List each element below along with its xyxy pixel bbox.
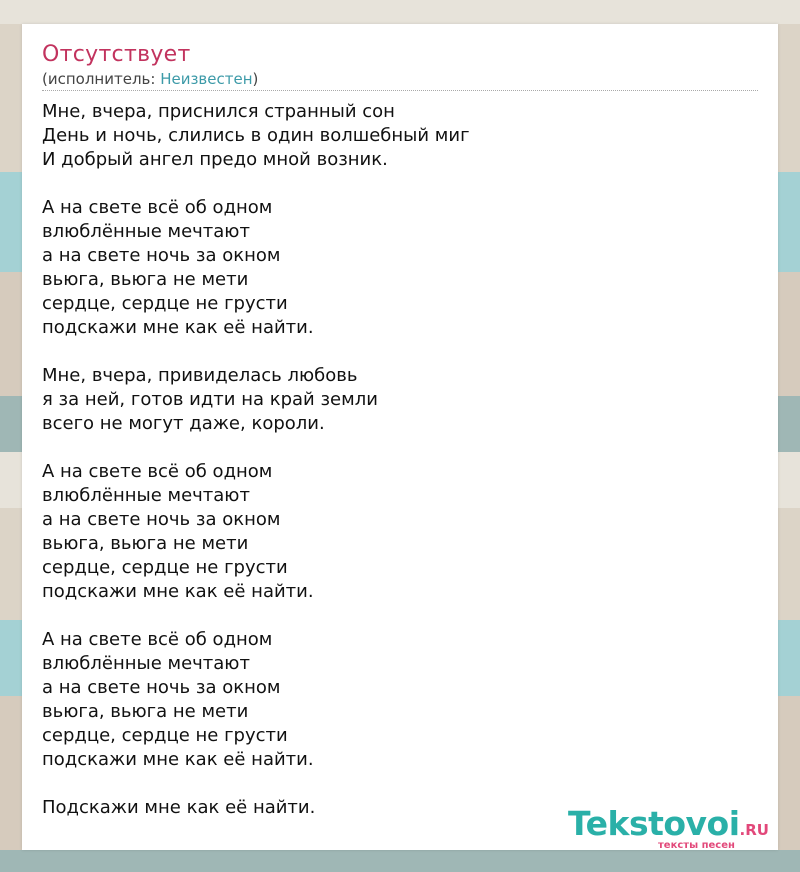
- lyric-line: вьюга, вьюга не мети: [42, 269, 249, 290]
- lyric-line: День и ночь, слились в один волшебный миг: [42, 125, 470, 146]
- song-title: Отсутствует: [42, 42, 191, 67]
- artist-line: [42, 70, 258, 88]
- lyric-line: сердце, сердце не грусти: [42, 725, 288, 746]
- lyric-line: а на свете ночь за окном: [42, 509, 281, 530]
- artist-prefix: (исполнитель:: [42, 70, 161, 88]
- lyric-line: вьюга, вьюга не мети: [42, 701, 249, 722]
- lyric-line: влюблённые мечтают: [42, 653, 250, 674]
- lyric-line: а на свете ночь за окном: [42, 245, 281, 266]
- artist-suffix: ): [252, 70, 259, 88]
- lyric-line: всего не могут даже, короли.: [42, 413, 325, 434]
- lyric-line: подскажи мне как её найти.: [42, 317, 314, 338]
- logo-name: Tekstovoi: [568, 804, 740, 843]
- logo-tld: .RU: [739, 821, 769, 839]
- lyrics-card: [22, 24, 778, 850]
- artist-link[interactable]: Неизвестен: [160, 70, 253, 88]
- site-logo[interactable]: [568, 804, 778, 850]
- lyric-line: а на свете ночь за окном: [42, 677, 281, 698]
- logo-tagline: тексты песен: [658, 840, 735, 851]
- lyric-line: И добрый ангел предо мной возник.: [42, 149, 388, 170]
- stanza: [42, 364, 752, 436]
- logo-wordmark: [568, 804, 769, 843]
- lyric-line: я за ней, готов идти на край земли: [42, 389, 378, 410]
- stanza: [42, 196, 752, 340]
- title-divider: [42, 90, 758, 91]
- lyric-line: А на свете всё об одном: [42, 197, 273, 218]
- lyric-line: А на свете всё об одном: [42, 629, 273, 650]
- lyric-line: сердце, сердце не грусти: [42, 293, 288, 314]
- lyric-line: подскажи мне как её найти.: [42, 749, 314, 770]
- lyric-line: подскажи мне как её найти.: [42, 581, 314, 602]
- lyric-line: Мне, вчера, привиделась любовь: [42, 365, 358, 386]
- lyric-line: сердце, сердце не грусти: [42, 557, 288, 578]
- stanza: [42, 100, 752, 172]
- lyric-line: Подскажи мне как её найти.: [42, 797, 316, 818]
- lyric-line: влюблённые мечтают: [42, 221, 250, 242]
- lyric-line: Мне, вчера, приснился странный сон: [42, 101, 395, 122]
- stanza: [42, 460, 752, 604]
- stanza: [42, 628, 752, 772]
- lyrics-text: [42, 100, 752, 844]
- lyric-line: А на свете всё об одном: [42, 461, 273, 482]
- lyric-line: влюблённые мечтают: [42, 485, 250, 506]
- lyric-line: вьюга, вьюга не мети: [42, 533, 249, 554]
